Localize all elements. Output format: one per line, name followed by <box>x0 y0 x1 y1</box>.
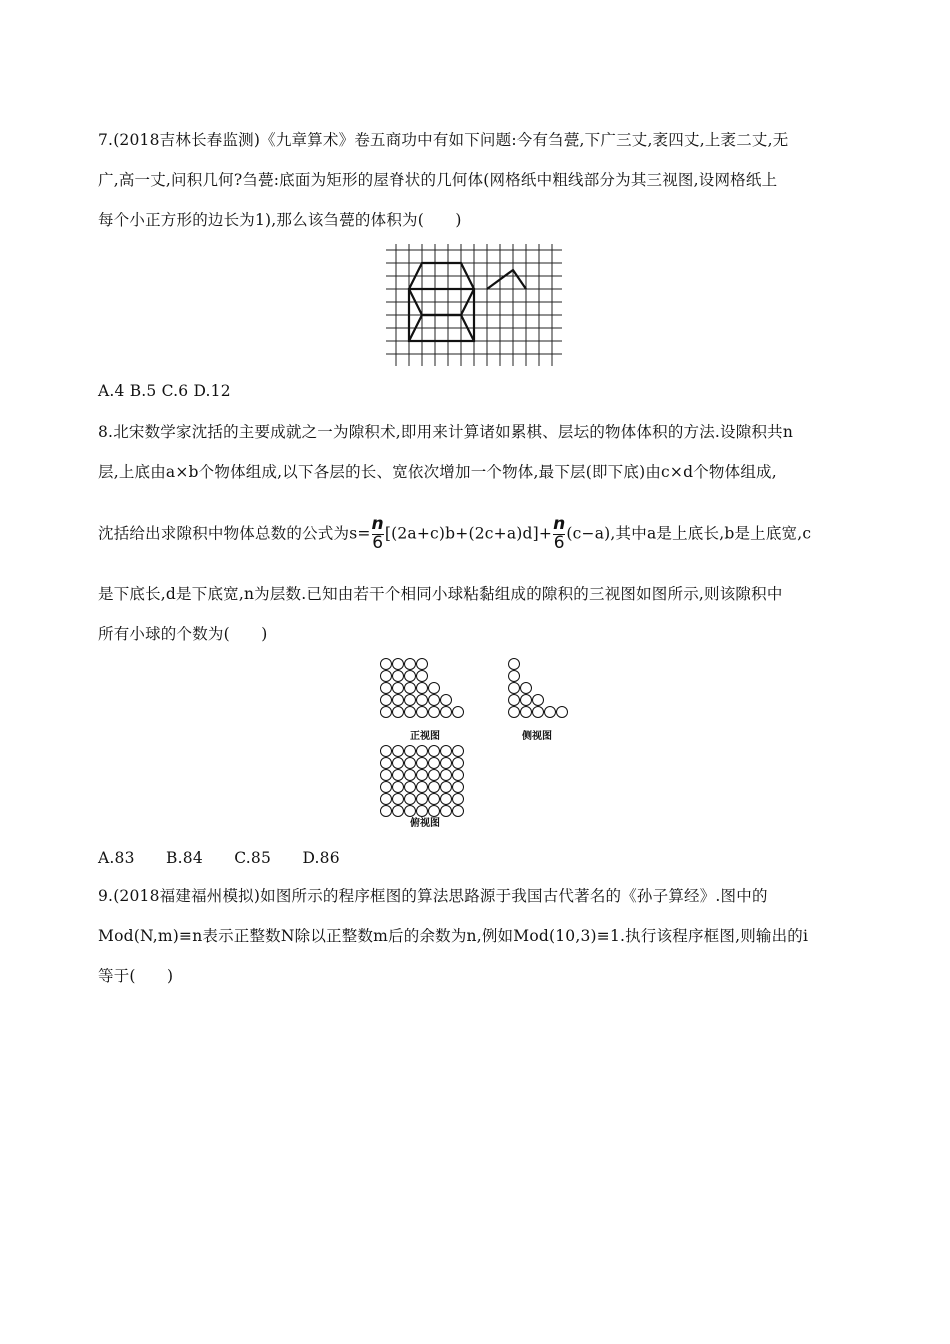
fraction-n-over-6: $\frac{n}{6}$ <box>371 514 384 553</box>
formula-suffix: (c−a),其中a是上底长,b是上底宽,c <box>566 524 812 543</box>
q8-line-2: 层,上底由a×b个物体组成,以下各层的长、宽依次增加一个物体,最下层(即下底)由c×d个物体组成, <box>98 463 777 481</box>
q9-line-2: Mod(N,m)≡n表示正整数N除以正整数m后的余数为n,例如Mod(10,3)≡1.执行该程序框图,则输出的i <box>98 927 809 945</box>
front-view-label: 正视图 <box>410 731 440 742</box>
q7-options: A.4 B.5 C.6 D.12 <box>98 382 231 400</box>
q7-line-3: 每个小正方形的边长为1),那么该刍甍的体积为( ) <box>98 211 462 229</box>
q8-options: A.83 B.84 C.85 D.86 <box>98 849 340 867</box>
top-view-label: 俯视图 <box>410 818 440 829</box>
q8-line-4: 是下底长,d是下底宽,n为层数.已知由若干个相同小球粘黏组成的隙积的三视图如图所示,则该隙积中 <box>98 585 783 603</box>
q9-line-3: 等于( ) <box>98 967 174 985</box>
front-view-balls <box>380 658 470 720</box>
q8-formula-line <box>98 516 811 553</box>
side-view-label: 侧视图 <box>522 731 552 742</box>
q9-line-1: 9.(2018福建福州模拟)如图所示的程序框图的算法思路源于我国古代著名的《孙子算经》.图中的 <box>98 887 768 905</box>
q7-line-2: 广,高一丈,问积几何?刍甍:底面为矩形的屋脊状的几何体(网格纸中粗线部分为其三视图,设网格纸上 <box>98 171 778 189</box>
fraction-n-over-6-second: $\frac{n}{6}$ <box>553 514 566 553</box>
three-view-grid-figure <box>386 244 562 366</box>
formula-prefix: 沈括给出求隙积中物体总数的公式为s= <box>98 524 371 543</box>
q8-line-5: 所有小球的个数为( ) <box>98 625 268 643</box>
q8-line-1: 8.北宋数学家沈括的主要成就之一为隙积术,即用来计算诸如累棋、层坛的物体体积的方法.设隙积共n <box>98 423 794 441</box>
q7-line-1: 7.(2018吉林长春监测)《九章算术》卷五商功中有如下问题:今有刍甍,下广三丈,袤四丈,上袤二丈,无 <box>98 131 789 149</box>
formula-middle: [(2a+c)b+(2c+a)d]+ <box>384 524 553 543</box>
side-view-balls <box>508 658 572 720</box>
side-view-outline <box>487 270 526 289</box>
top-view-balls <box>380 745 470 819</box>
